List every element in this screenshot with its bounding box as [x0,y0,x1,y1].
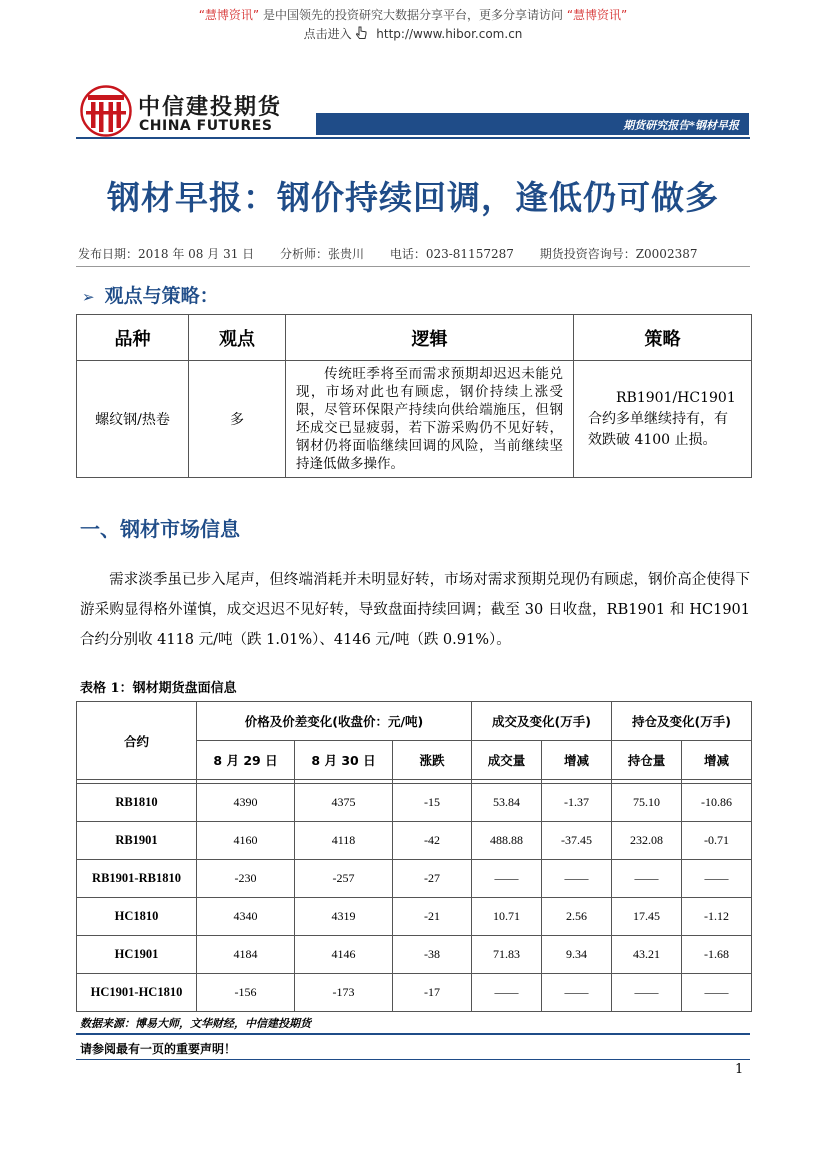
contract-name: HC1810 [77,898,197,936]
header-aug30: 8 月 30 日 [295,741,393,780]
banner-link-prefix: 点击进入 [303,27,352,41]
futures-header-row-1 [77,702,752,741]
license-number: 期货投资咨询号：Z0002387 [539,247,698,261]
report-meta [78,245,750,262]
table-row [77,974,752,1012]
table-cell: -156 [197,974,295,1012]
table-cell: 75.10 [612,784,682,822]
strategy-table-row [77,361,752,478]
table-cell: -1.12 [682,898,752,936]
header-divider [76,137,750,139]
table-cell: —— [542,974,612,1012]
table-cell: -17 [393,974,472,1012]
header-open-interest: 持仓量 [612,741,682,780]
table-cell: -0.71 [682,822,752,860]
banner-brand-2: “慧博资讯” [566,8,628,22]
china-futures-logo [80,85,132,137]
analyst-name: 分析师：张贵川 [279,247,364,261]
cell-strategy: RB1901/HC1901 合约多单继续持有，有效跌破 4100 止损。 [574,361,752,478]
table-cell: 232.08 [612,822,682,860]
header-view: 观点 [189,315,286,361]
report-type-bar [316,113,749,135]
table-cell: -1.37 [542,784,612,822]
brand-name-en: CHINA FUTURES [139,118,273,134]
table-row [77,784,752,822]
strategy-table-header [77,315,752,361]
table-cell: -42 [393,822,472,860]
table-cell: 9.34 [542,936,612,974]
data-source: 数据来源：博易大师，文华财经，中信建投期货 [80,1017,311,1030]
footer-divider [76,1033,750,1035]
table-cell: 4184 [197,936,295,974]
table-cell: 2.56 [542,898,612,936]
header-oi-change: 增减 [682,741,752,780]
table-cell: 488.88 [472,822,542,860]
contract-name: RB1810 [77,784,197,822]
market-paragraph: 需求淡季虽已步入尾声，但终端消耗并未明显好转，市场对需求预期兑现仍有顾虑，钢价高企使得下游采购显得格外谨慎，成交迟迟不见好转，导致盘面持续回调；截至 30 日收盘，RB1901 和 HC1901 合约分别收 4118 元/吨（跌 1.01%）、4146 元/吨（跌 0.91%）。 [80,572,750,648]
header-variety: 品种 [77,315,189,361]
table-cell: 17.45 [612,898,682,936]
table-cell: -173 [295,974,393,1012]
contract-name: RB1901 [77,822,197,860]
header-volume-group: 成交及变化(万手) [472,702,612,741]
banner-url[interactable]: http://www.hibor.com.cn [376,27,523,41]
table-cell: —— [472,974,542,1012]
header-price-group: 价格及价差变化(收盘价：元/吨) [197,702,472,741]
table-cell: 4160 [197,822,295,860]
cell-variety: 螺纹钢/热卷 [77,361,189,478]
table-cell: -37.45 [542,822,612,860]
header-change: 涨跌 [393,741,472,780]
meta-divider [76,266,750,267]
table-caption: 表格 1：钢材期货盘面信息 [80,681,237,696]
table-cell: -27 [393,860,472,898]
disclaimer-notice: 请参阅最有一页的重要声明！ [80,1042,237,1056]
banner-link-row[interactable] [0,25,826,42]
page-number: 1 [735,1062,744,1077]
contract-name: RB1901-RB1810 [77,860,197,898]
table-cell: —— [612,860,682,898]
header-strategy: 策略 [574,315,752,361]
section-heading-market: 一、钢材市场信息 [80,517,240,541]
contract-name: HC1901 [77,936,197,974]
table-cell: 4340 [197,898,295,936]
cell-view: 多 [189,361,286,478]
header-oi-group: 持仓及变化(万手) [612,702,752,741]
page-title: 钢材早报：钢价持续回调，逢低仍可做多 [107,178,719,217]
futures-table-body [77,784,752,1012]
table-cell: 4390 [197,784,295,822]
header-aug29: 8 月 29 日 [197,741,295,780]
table-cell: -38 [393,936,472,974]
brand-name-cn: 中信建投期货 [138,95,283,120]
contract-name: HC1901-HC1810 [77,974,197,1012]
header-volume-change: 增减 [542,741,612,780]
cell-logic: 传统旺季将至而需求预期却迟迟未能兑现，市场对此也有顾虑，钢价持续上涨受限，尽管环保限产持续向供给端施压，但钢坯成交已显疲弱，若下游采购仍不见好转，钢材仍将面临继续回调的风险，当前继续坚持逢低做多操作。 [286,361,574,478]
table-cell: 4146 [295,936,393,974]
table-cell: —— [612,974,682,1012]
cursor-hand-icon [355,26,369,40]
analyst-phone: 电话：023-81157287 [389,247,514,261]
table-row [77,860,752,898]
footer-divider-2 [76,1059,750,1060]
section-heading-strategy [82,281,219,308]
table-row [77,822,752,860]
banner-brand-1: “慧博资讯” [198,8,260,22]
table-cell: 10.71 [472,898,542,936]
header-contract: 合约 [77,702,197,780]
publish-date: 发布日期：2018 年 08 月 31 日 [78,247,255,261]
header-volume: 成交量 [472,741,542,780]
table-cell: —— [472,860,542,898]
arrow-bullet-icon: ➢ [82,288,95,306]
futures-table [76,701,752,1012]
table-cell: 53.84 [472,784,542,822]
table-cell: 43.21 [612,936,682,974]
table-cell: -230 [197,860,295,898]
table-cell: —— [682,860,752,898]
table-row [77,936,752,974]
table-cell: 71.83 [472,936,542,974]
table-cell: 4375 [295,784,393,822]
table-cell: -21 [393,898,472,936]
table-cell: -1.68 [682,936,752,974]
strategy-table [76,314,752,478]
header-logic: 逻辑 [286,315,574,361]
banner-text: 是中国领先的投资研究大数据分享平台，更多分享请访问 [262,8,563,22]
table-cell: —— [682,974,752,1012]
report-type-label: 期货研究报告*钢材早报 [623,119,739,132]
table-cell: 4118 [295,822,393,860]
table-cell: -15 [393,784,472,822]
table-row [77,898,752,936]
table-cell: 4319 [295,898,393,936]
table-cell: -257 [295,860,393,898]
section-heading-strategy-text: 观点与策略： [104,285,219,307]
table-cell: —— [542,860,612,898]
promo-banner [0,6,826,23]
table-cell: -10.86 [682,784,752,822]
